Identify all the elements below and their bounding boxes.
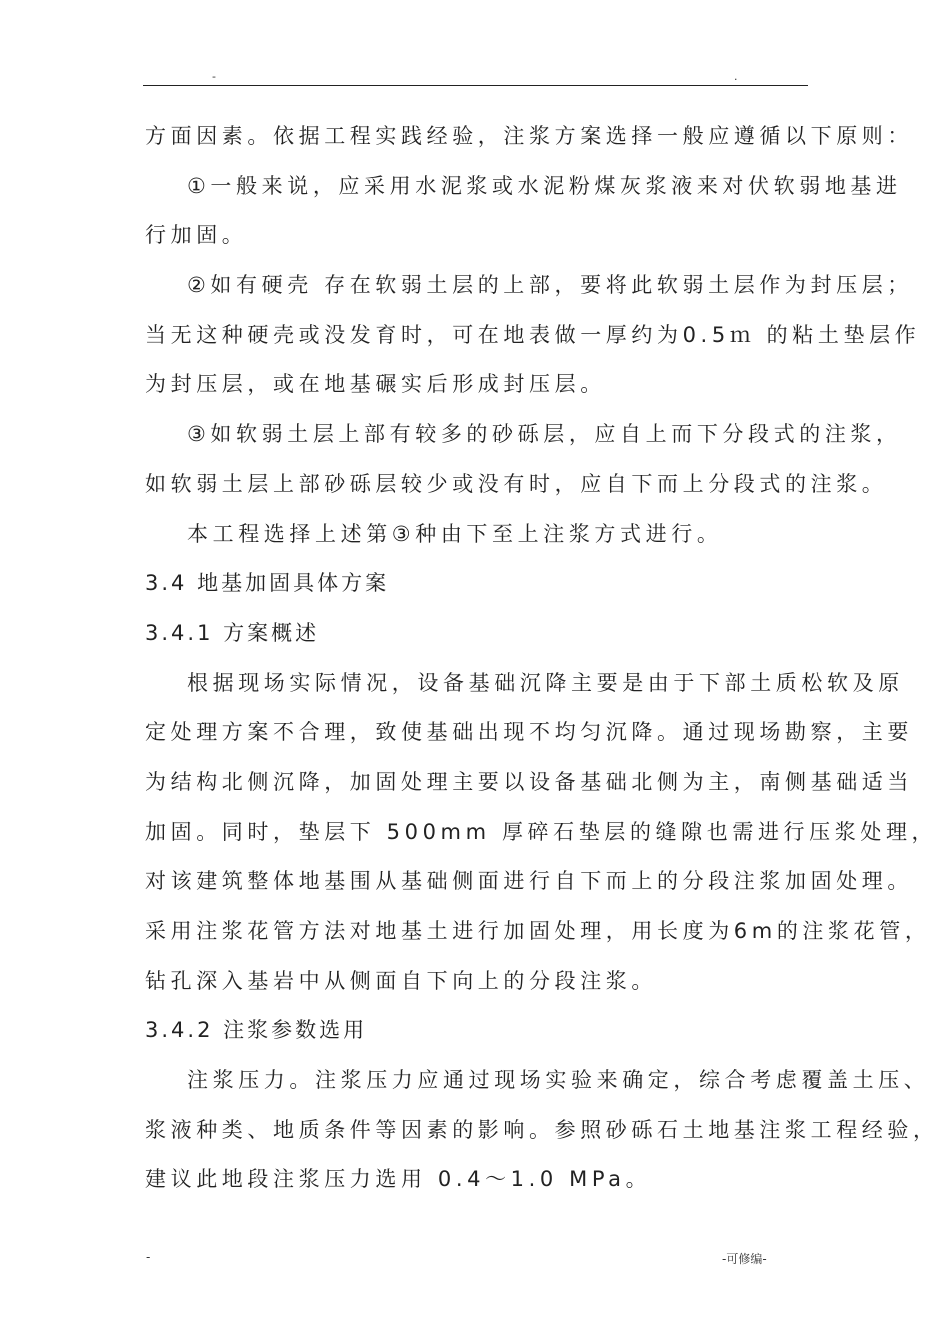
body-text-line: 当无这种硬壳或没发育时，可在地表做一厚约为0.5ｍ 的粘土垫层作 xyxy=(145,322,921,347)
page-footer xyxy=(0,1250,950,1270)
body-text-line: 为结构北侧沉降，加固处理主要以设备基础北侧为主，南侧基础适当 xyxy=(145,769,913,794)
section-heading: 3.4 地基加固具体方案 xyxy=(145,571,390,596)
header-left-mark: - xyxy=(212,70,216,83)
body-text-line: 加固。同时，垫层下 500mm 厚碎石垫层的缝隙也需进行压浆处理， xyxy=(145,819,938,844)
body-text-line: 定处理方案不合理，致使基础出现不均匀沉降。通过现场勘察，主要 xyxy=(145,720,913,745)
body-text-line: 注浆压力。注浆压力应通过现场实验来确定，综合考虑覆盖土压、 xyxy=(187,1068,930,1093)
body-text-line: 钻孔深入基岩中从侧面自下向上的分段注浆。 xyxy=(145,968,657,993)
page-header xyxy=(0,70,950,84)
body-text-line: 行加固。 xyxy=(145,223,248,248)
body-text-line: ③如软弱土层上部有较多的砂砾层，应自上而下分段式的注浆， xyxy=(187,422,902,447)
section-heading: 3.4.1 方案概述 xyxy=(145,620,320,645)
footer-left-mark: - xyxy=(146,1250,151,1264)
header-right-mark: . xyxy=(734,70,738,83)
section-heading: 3.4.2 注浆参数选用 xyxy=(145,1018,368,1043)
body-text-line: 方面因素。依据工程实践经验，注浆方案选择一般应遵循以下原则： xyxy=(145,124,913,148)
header-rule xyxy=(143,85,808,86)
body-text-line: 建议此地段注浆压力选用 0.4～1.0 MPa。 xyxy=(145,1167,652,1192)
body-text-line: 本工程选择上述第③种由下至上注浆方式进行。 xyxy=(187,521,723,546)
body-text-line: 采用注浆花管方法对地基土进行加固处理，用长度为6m的注浆花管， xyxy=(145,919,931,943)
body-text-line: 如软弱土层上部砂砾层较少或没有时，应自下而上分段式的注浆。 xyxy=(145,471,888,496)
body-text-line: ①一般来说，应采用水泥浆或水泥粉煤灰浆液来对伏软弱地基进 xyxy=(187,173,902,198)
body-text-line: 对该建筑整体地基围从基础侧面进行自下而上的分段注浆加固处理。 xyxy=(145,869,913,894)
body-text-line: ②如有硬壳 存在软弱土层的上部，要将此软弱土层作为封压层； xyxy=(187,273,913,298)
body-text-line: 为封压层，或在地基碾实后形成封压层。 xyxy=(145,372,606,397)
footer-editable-note: -可修编- xyxy=(722,1252,767,1266)
body-text-line: 根据现场实际情况，设备基础沉降主要是由于下部土质松软及原 xyxy=(187,670,904,695)
document-body xyxy=(145,112,939,1205)
body-text-line: 浆液种类、地质条件等因素的影响。参照砂砾石土地基注浆工程经验， xyxy=(145,1117,939,1142)
